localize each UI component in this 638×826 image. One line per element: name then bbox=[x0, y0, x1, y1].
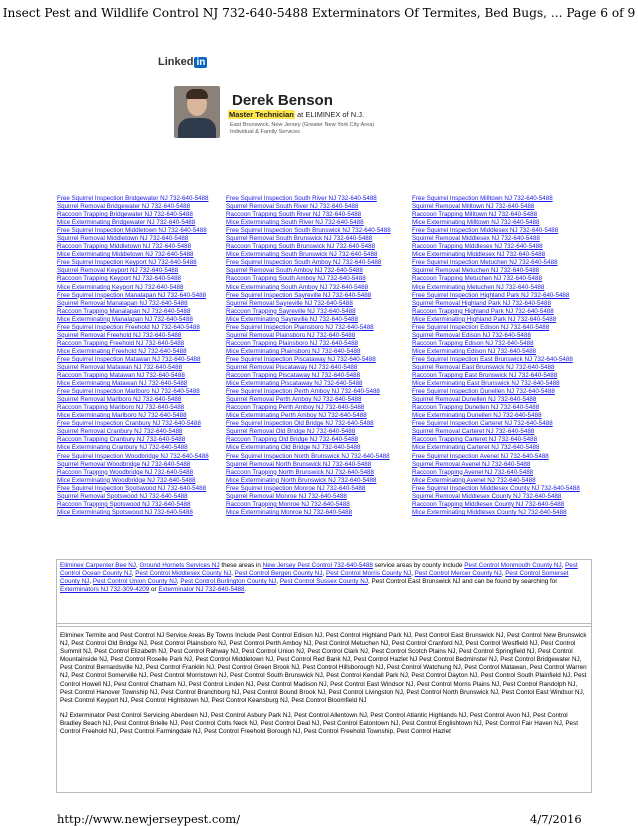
service-link[interactable]: Pest Control Middlesex County NJ bbox=[135, 570, 232, 578]
area-service-link[interactable]: Raccoon Trapping Monroe NJ 732-640-5488 bbox=[226, 500, 350, 508]
avatar bbox=[174, 86, 220, 138]
area-service-link[interactable]: Raccoon Trapping Middlesex NJ 732-640-5488 bbox=[412, 243, 543, 251]
area-service-link[interactable]: Mice Exterminating Milltown NJ 732-640-5488 bbox=[412, 219, 540, 227]
area-service-link[interactable]: Mice Exterminating Highland Park NJ 732-640-5488 bbox=[412, 315, 557, 323]
area-service-link[interactable]: Squirrel Removal Freehold NJ 732-640-5488 bbox=[57, 331, 182, 339]
area-service-link[interactable]: Mice Exterminating Middletown NJ 732-640-5488 bbox=[57, 251, 194, 259]
area-service-link[interactable]: Squirrel Removal Middlesex County NJ 732-640-5488 bbox=[412, 492, 562, 500]
area-service-link[interactable]: Mice Exterminating Cranbury NJ 732-640-5488 bbox=[57, 444, 188, 452]
area-service-link[interactable]: Free Squirrel Inspection East Brunswick NJ 732-640-5488 bbox=[412, 355, 573, 363]
area-service-link[interactable]: Free Squirrel Inspection Sayreville NJ 732-640-5488 bbox=[226, 291, 372, 299]
area-service-link[interactable]: Squirrel Removal Sayreville NJ 732-640-5488 bbox=[226, 299, 353, 307]
area-service-link[interactable]: Mice Exterminating Marlboro NJ 732-640-5488 bbox=[57, 412, 187, 420]
area-service-link[interactable]: Free Squirrel Inspection Manalapan NJ 732-640-5488 bbox=[57, 291, 207, 299]
area-service-link[interactable]: Raccoon Trapping Sayreville NJ 732-640-5488 bbox=[226, 307, 356, 315]
profile-title-highlight: Master Technician bbox=[229, 110, 294, 119]
area-service-link[interactable]: Squirrel Removal Monroe NJ 732-640-5488 bbox=[226, 492, 347, 500]
service-link[interactable]: Pest Control Bergen County NJ bbox=[234, 570, 323, 578]
area-service-link[interactable]: Free Squirrel Inspection Marlboro NJ 732-640-5488 bbox=[57, 388, 200, 396]
area-service-link[interactable]: Squirrel Removal Bridgewater NJ 732-640-5488 bbox=[57, 203, 191, 211]
area-service-link[interactable]: Free Squirrel Inspection Piscataway NJ 732-640-5488 bbox=[226, 355, 376, 363]
area-service-link[interactable]: Mice Exterminating South Amboy NJ 732-640-5488 bbox=[226, 283, 369, 291]
area-service-link[interactable]: Squirrel Removal Edison NJ 732-640-5488 bbox=[412, 331, 531, 339]
area-service-link[interactable]: Mice Exterminating Carteret NJ 732-640-5488 bbox=[412, 444, 540, 452]
area-service-link[interactable]: Raccoon Trapping East Brunswick NJ 732-640-5488 bbox=[412, 372, 558, 380]
area-service-link[interactable]: Free Squirrel Inspection South Amboy NJ 732-640-5488 bbox=[226, 259, 382, 267]
area-service-link[interactable]: Squirrel Removal Perth Amboy NJ 732-640-5488 bbox=[226, 396, 362, 404]
service-link[interactable]: Ground Hornets Services NJ bbox=[139, 562, 220, 569]
area-service-link[interactable]: Free Squirrel Inspection Old Bridge NJ 732-640-5488 bbox=[226, 420, 374, 428]
area-service-link[interactable]: Squirrel Removal Plainsboro NJ 732-640-5488 bbox=[226, 331, 356, 339]
area-service-link[interactable]: Mice Exterminating Sayreville NJ 732-640-5488 bbox=[226, 315, 359, 323]
area-service-link[interactable]: Raccoon Trapping Spotswood NJ 732-640-5488 bbox=[57, 500, 191, 508]
profile-location: East Brunswick, New Jersey (Greater New York City Area) bbox=[230, 122, 375, 128]
area-service-link[interactable]: Squirrel Removal Middlesex NJ 732-640-5488 bbox=[412, 235, 540, 243]
area-service-link[interactable]: Free Squirrel Inspection Matawan NJ 732-640-5488 bbox=[57, 355, 201, 363]
area-service-link[interactable]: Squirrel Removal Metuchen NJ 732-640-5488 bbox=[412, 267, 540, 275]
area-service-link[interactable]: Free Squirrel Inspection Middletown NJ 732-640-5488 bbox=[57, 227, 207, 235]
area-service-link[interactable]: Free Squirrel Inspection Spotswood NJ 732-640-5488 bbox=[57, 484, 207, 492]
linkedin-logo bbox=[158, 56, 207, 68]
area-service-link[interactable]: Mice Exterminating Metuchen NJ 732-640-5488 bbox=[412, 283, 545, 291]
area-service-link[interactable]: Free Squirrel Inspection Perth Amboy NJ 732-640-5488 bbox=[226, 388, 380, 396]
area-service-link[interactable]: Mice Exterminating Monroe NJ 732-640-5488 bbox=[226, 508, 353, 516]
area-service-link[interactable]: Raccoon Trapping Woodbridge NJ 732-640-5488 bbox=[57, 468, 194, 476]
area-service-link[interactable]: Squirrel Removal Highland Park NJ 732-640-5488 bbox=[412, 299, 551, 307]
area-service-link[interactable]: Squirrel Removal South River NJ 732-640-5488 bbox=[226, 203, 359, 211]
area-service-link[interactable]: Free Squirrel Inspection Middlesex NJ 732-640-5488 bbox=[412, 227, 559, 235]
area-service-link[interactable]: Free Squirrel Inspection South River NJ 732-640-5488 bbox=[226, 195, 377, 202]
area-service-link[interactable]: Mice Exterminating Avenel NJ 732-640-5488 bbox=[412, 476, 536, 484]
area-service-link[interactable]: Raccoon Trapping South River NJ 732-640-5488 bbox=[226, 211, 362, 219]
area-service-link[interactable]: Raccoon Trapping Middlesex County NJ 732-640-5488 bbox=[412, 500, 565, 508]
area-service-link[interactable]: Raccoon Trapping South Brunswick NJ 732-640-5488 bbox=[226, 243, 376, 251]
area-service-link[interactable]: Raccoon Trapping Edison NJ 732-640-5488 bbox=[412, 339, 534, 347]
area-service-link[interactable]: Mice Exterminating Freehold NJ 732-640-5488 bbox=[57, 347, 187, 355]
profile-details bbox=[230, 122, 420, 136]
area-service-link[interactable]: Mice Exterminating East Brunswick NJ 732-640-5488 bbox=[412, 380, 560, 388]
service-towns-box bbox=[56, 623, 592, 793]
area-service-link[interactable]: Free Squirrel Inspection Plainsboro NJ 732-640-5488 bbox=[226, 323, 374, 331]
area-service-link[interactable]: Squirrel Removal Milltown NJ 732-640-5488 bbox=[412, 203, 535, 211]
area-service-link[interactable]: Free Squirrel Inspection Bridgewater NJ 732-640-5488 bbox=[57, 195, 209, 202]
area-service-link[interactable]: Raccoon Trapping Dunellen NJ 732-640-5488 bbox=[412, 404, 540, 412]
area-service-link[interactable]: Squirrel Removal Old Bridge NJ 732-640-5488 bbox=[226, 428, 356, 436]
area-service-link[interactable]: Raccoon Trapping Manalapan NJ 732-640-5488 bbox=[57, 307, 191, 315]
area-service-link[interactable]: Free Squirrel Inspection Middlesex County NJ 732-640-5488 bbox=[412, 484, 580, 492]
service-link[interactable]: Pest Control Union County NJ bbox=[92, 578, 177, 586]
profile-name: Derek Benson bbox=[232, 92, 333, 109]
profile-title-company: at ELIMINEX of N.J. bbox=[294, 110, 365, 119]
service-link[interactable]: Eliminex Carpenter Bee NJ bbox=[60, 562, 136, 569]
area-service-link[interactable]: Free Squirrel Inspection Woodbridge NJ 732-640-5488 bbox=[57, 452, 209, 460]
area-service-link[interactable]: Free Squirrel Inspection Cranbury NJ 732-640-5488 bbox=[57, 420, 201, 428]
area-service-link[interactable]: Squirrel Removal Middletown NJ 732-640-5488 bbox=[57, 235, 189, 243]
area-service-link[interactable]: Raccoon Trapping Old Bridge NJ 732-640-5488 bbox=[226, 436, 359, 444]
area-service-link[interactable]: Raccoon Trapping Metuchen NJ 732-640-5488 bbox=[412, 275, 542, 283]
area-service-link[interactable]: Raccoon Trapping Milltown NJ 732-640-5488 bbox=[412, 211, 538, 219]
profile-card bbox=[160, 82, 422, 150]
area-service-link[interactable]: Free Squirrel Inspection North Brunswick NJ 732-640-5488 bbox=[226, 452, 390, 460]
area-service-link[interactable]: Raccoon Trapping Perth Amboy NJ 732-640-5488 bbox=[226, 404, 365, 412]
area-service-link[interactable]: Mice Exterminating Middlesex County NJ 732-640-5488 bbox=[412, 508, 567, 516]
area-service-link[interactable]: Squirrel Removal Dunellen NJ 732-640-5488 bbox=[412, 396, 537, 404]
service-towns-paragraph: Eliminex Termite and Pest Control NJ Service Areas By Towns Include Pest Control Edison NJ, Pest Control Highland Park NJ, Pest Control East Brunswick NJ, Pest Control New Brunswick NJ, Pest Control Old Bridge NJ, Pest Control Plainsboro NJ, Pest Control Perth Amboy NJ, Pest Control Metuchen NJ, Pest Control Cranford NJ, Pest Control Westfield NJ, Pest Control Summit NJ, Pest Control Elizabeth NJ, Pest Control Rahway NJ, Pest Control Union NJ, Pest Control Clark NJ, Pest Control Scotch Plains NJ, Pest Control Springfield NJ, Pest Control Mountainside NJ, Pest Control Roselle Park NJ, Pest Control Middletown NJ, Pest Control Red Bank NJ, Pest Control Hazlet NJ Pest Control Bedminster NJ, Pest Control Bridgewater NJ, Pest Control Bernardsville NJ, Pest Control Franklin NJ, Pest Control Green Brook NJ, Pest Control Hillsborough NJ, Pest Control Watchung NJ, Pest Control Matawan, Pest Control Warren NJ, Pest Control Somerville NJ, Pest Control Morristown NJ, Pest Control South Brunswick NJ, Pest Control Kendall Park NJ, Pest Control Dayton NJ, Pest Control South Plainfield NJ, Pest Control Howell NJ, Pest Control Chatham NJ, Pest Control Linden NJ, Pest Control Madison NJ, Pest Control East Windsor NJ, Pest Control Morris Plains NJ, Pest Control Randolph NJ, Pest Control Hanover Township NJ, Pest Control Branchburg NJ, Pest Control Bound Brook NJ, Pest Control Livingston NJ, Pest Control North Brunswick NJ, Pest Contol East Windsor NJ, Pest Control Keyport NJ, Pest Control Hightstown NJ, Pest Control Keansburg NJ, Pest Control Bloomfield NJ bbox=[60, 632, 587, 704]
area-service-link[interactable]: Squirrel Removal Carteret NJ 732-640-5488 bbox=[412, 428, 535, 436]
service-link[interactable]: Pest Control Burlington County NJ bbox=[180, 578, 277, 586]
area-service-link[interactable]: Raccoon Trapping Carteret NJ 732-640-5488 bbox=[412, 436, 538, 444]
area-service-link[interactable]: Squirrel Removal Matawan NJ 732-640-5488 bbox=[57, 363, 183, 371]
area-service-link[interactable]: Raccoon Trapping Avenel NJ 732-640-5488 bbox=[412, 468, 534, 476]
area-service-link[interactable]: Free Squirrel Inspection Avenel NJ 732-640-5488 bbox=[412, 452, 549, 460]
area-service-link[interactable]: Free Squirrel Inspection Dunellen NJ 732-640-5488 bbox=[412, 388, 555, 396]
area-service-link[interactable]: Squirrel Removal South Brunswick NJ 732-640-5488 bbox=[226, 235, 373, 243]
area-service-link[interactable]: Mice Exterminating Woodbridge NJ 732-640-5488 bbox=[57, 476, 196, 484]
area-service-link[interactable]: Free Squirrel Inspection Milltown NJ 732-640-5488 bbox=[412, 195, 553, 202]
service-link[interactable]: New Jersey Pest Control 732-640-5488 bbox=[262, 562, 373, 569]
area-service-link[interactable]: Squirrel Removal South Amboy NJ 732-640-5488 bbox=[226, 267, 363, 275]
area-service-link[interactable]: Mice Exterminating Keyport NJ 732-640-5488 bbox=[57, 283, 184, 291]
area-service-link[interactable]: Raccoon Trapping Keyport NJ 732-640-5488 bbox=[57, 275, 182, 283]
service-link[interactable]: Exterminator NJ 732-640-5488 bbox=[158, 586, 245, 594]
link-column-1 bbox=[57, 195, 225, 517]
area-service-link[interactable]: Raccoon Trapping Piscataway NJ 732-640-5488 bbox=[226, 372, 361, 380]
profile-industry: Individual & Family Services bbox=[230, 129, 300, 135]
page-header: Insect Pest and Wildlife Control NJ 732-640-5488 Exterminators Of Termites, Bed Bugs, ... Page 6 of 9 bbox=[2, 6, 636, 20]
area-service-link[interactable]: Mice Exterminating Spotswood NJ 732-640-5488 bbox=[57, 508, 193, 516]
area-service-link[interactable]: Raccoon Trapping Matawan NJ 732-640-5488 bbox=[57, 372, 185, 380]
linkedin-in-badge: in bbox=[196, 57, 206, 68]
footer-url: http://www.newjerseypest.com/ bbox=[57, 812, 241, 826]
area-service-link[interactable]: Mice Exterminating Dunellen NJ 732-640-5488 bbox=[412, 412, 542, 420]
area-service-link[interactable]: Squirrel Removal East Brunswick NJ 732-640-5488 bbox=[412, 363, 555, 371]
area-service-link[interactable]: Squirrel Removal Woodbridge NJ 732-640-5488 bbox=[57, 460, 191, 468]
area-service-link[interactable]: Free Squirrel Inspection Carteret NJ 732-640-5488 bbox=[412, 420, 553, 428]
area-service-link[interactable]: Free Squirrel Inspection South Brunswick NJ 732-640-5488 bbox=[226, 227, 391, 235]
exterminator-paragraph: NJ Exterminator Pest Control Servicing Aberdeen NJ, Pest Control Asbury Park NJ, Pest Control Allentown NJ, Pest Control Atlantic Highlands NJ, Pest Control Avon NJ, Pest Control Bradley Beach NJ, Pest Control Brielle NJ, Pest Control Colts Neck NJ, Pest Control Deal NJ, Pest Control Eatontown NJ, Pest Control Englishtown NJ, Pest Control Fair Haven NJ, Pest Control Freehold NJ, Pest Control Farmingdale NJ, Pest Control Freehold Borough NJ, Pest Control Freehold Township, Pest Control Hazlet bbox=[60, 711, 578, 736]
service-link[interactable]: Pest Control Ocean County NJ bbox=[60, 562, 578, 578]
service-link[interactable]: Pest Control Mercer County NJ bbox=[414, 570, 502, 578]
area-service-link[interactable]: Squirrel Removal Piscataway NJ 732-640-5488 bbox=[226, 363, 358, 371]
area-service-link[interactable]: Raccoon Trapping South Amboy NJ 732-640-5488 bbox=[226, 275, 366, 283]
area-service-link[interactable]: Mice Exterminating South River NJ 732-640-5488 bbox=[226, 219, 364, 227]
service-link[interactable]: Pest Control Monmouth County NJ bbox=[464, 562, 562, 569]
area-service-link[interactable]: Squirrel Removal Keyport NJ 732-640-5488 bbox=[57, 267, 179, 275]
area-service-link[interactable]: Squirrel Removal Manalapan NJ 732-640-5488 bbox=[57, 299, 188, 307]
area-service-link[interactable]: Free Squirrel Inspection Freehold NJ 732-640-5488 bbox=[57, 323, 200, 331]
link-column-2 bbox=[226, 195, 406, 517]
footer-date: 4/7/2016 bbox=[530, 812, 582, 826]
area-service-link[interactable]: Mice Exterminating Matawan NJ 732-640-5488 bbox=[57, 380, 188, 388]
service-link[interactable]: Pest Control Somerset County NJ bbox=[60, 570, 569, 586]
area-service-link[interactable]: Free Squirrel Inspection Highland Park NJ 732-640-5488 bbox=[412, 291, 570, 299]
service-link[interactable]: Pest Control Sussex County NJ bbox=[279, 578, 369, 586]
area-service-link[interactable]: Raccoon Trapping Middletown NJ 732-640-5488 bbox=[57, 243, 192, 251]
area-service-link[interactable]: Squirrel Removal Marlboro NJ 732-640-5488 bbox=[57, 396, 182, 404]
linkedin-wordmark: Linked bbox=[158, 56, 194, 68]
area-service-link[interactable]: Mice Exterminating Piscataway NJ 732-640-5488 bbox=[226, 380, 363, 388]
area-service-link[interactable]: Mice Exterminating Middlesex NJ 732-640-5488 bbox=[412, 251, 546, 259]
link-column-3 bbox=[412, 195, 585, 517]
area-service-link[interactable]: Squirrel Removal Cranbury NJ 732-640-5488 bbox=[57, 428, 183, 436]
area-service-link[interactable]: Mice Exterminating Perth Amboy NJ 732-640-5488 bbox=[226, 412, 367, 420]
area-service-link[interactable]: Squirrel Removal Avenel NJ 732-640-5488 bbox=[412, 460, 531, 468]
area-service-link[interactable]: Raccoon Trapping Marlboro NJ 732-640-5488 bbox=[57, 404, 185, 412]
area-service-link[interactable]: Mice Exterminating Old Bridge NJ 732-640-5488 bbox=[226, 444, 361, 452]
area-service-link[interactable]: Mice Exterminating Bridgewater NJ 732-640-5488 bbox=[57, 219, 196, 227]
area-service-link[interactable]: Raccoon Trapping North Brunswick NJ 732-640-5488 bbox=[226, 468, 374, 476]
area-service-link[interactable]: Mice Exterminating Edison NJ 732-640-5488 bbox=[412, 347, 537, 355]
area-service-link[interactable]: Mice Exterminating South Brunswick NJ 732-640-5488 bbox=[226, 251, 378, 259]
area-service-link[interactable]: Raccoon Trapping Plainsboro NJ 732-640-5488 bbox=[226, 339, 359, 347]
area-service-link[interactable]: Free Squirrel Inspection Edison NJ 732-640-5488 bbox=[412, 323, 550, 331]
area-service-link[interactable]: Raccoon Trapping Freehold NJ 732-640-5488 bbox=[57, 339, 185, 347]
area-service-link[interactable]: Free Squirrel Inspection Monroe NJ 732-640-5488 bbox=[226, 484, 366, 492]
area-service-link[interactable]: Raccoon Trapping Cranbury NJ 732-640-5488 bbox=[57, 436, 186, 444]
service-link[interactable]: Exterminators NJ 732-309-4209 bbox=[60, 586, 150, 594]
area-service-link[interactable]: Raccoon Trapping Highland Park NJ 732-640-5488 bbox=[412, 307, 554, 315]
area-service-link[interactable]: Mice Exterminating North Brunswick NJ 732-640-5488 bbox=[226, 476, 377, 484]
area-service-link[interactable]: Free Squirrel Inspection Keyport NJ 732-640-5488 bbox=[57, 259, 197, 267]
service-link[interactable]: Pest Control Morris County NJ bbox=[326, 570, 412, 578]
area-service-link[interactable]: Mice Exterminating Manalapan NJ 732-640-5488 bbox=[57, 315, 193, 323]
profile-title bbox=[228, 110, 364, 119]
area-service-link[interactable]: Free Squirrel Inspection Metuchen NJ 732-640-5488 bbox=[412, 259, 558, 267]
area-service-link[interactable]: Raccoon Trapping Bridgewater NJ 732-640-5488 bbox=[57, 211, 193, 219]
area-service-link[interactable]: Squirrel Removal Spotswood NJ 732-640-5488 bbox=[57, 492, 188, 500]
area-service-link[interactable]: Squirrel Removal North Brunswick NJ 732-640-5488 bbox=[226, 460, 372, 468]
area-service-link[interactable]: Mice Exterminating Plainsboro NJ 732-640-5488 bbox=[226, 347, 361, 355]
service-area-box: Eliminex Carpenter Bee NJ, Ground Hornets Services NJ these areas in New Jersey Pest Control 732-640-5488 service areas by county include Pest Control Monmouth County NJ, Pest Control Ocean County NJ, Pest Control Middlesex County NJ, Pest Control Bergen County NJ, Pest Control Morris County NJ, Pest Control Mercer County NJ, Pest Control Somerset County NJ, Pest Control Union County NJ, Pest Control Burlington County NJ, Pest Control Sussex County NJ, Pest Control East Brunswick NJ and can be found by searching for Exterminators NJ 732-309-4209 or Exterminator NJ 732-640-5488. bbox=[56, 559, 592, 627]
